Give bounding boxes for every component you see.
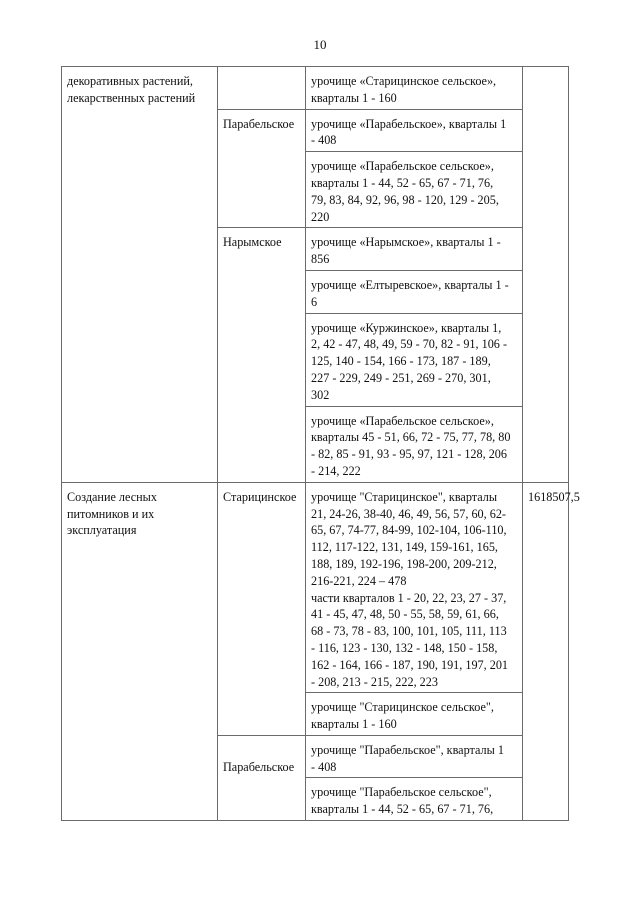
- activity-cell: Создание лесных питомников и их эксплуатация: [62, 482, 218, 820]
- tract-cell: урочище «Елтыревское», кварталы 1 - 6: [306, 270, 523, 313]
- forestry-cell: Парабельское: [218, 109, 306, 228]
- page-number: 10: [313, 37, 327, 52]
- activity-cell: декоративных растений, лекарственных растений: [62, 67, 218, 483]
- tract-cell: урочище «Куржинское», кварталы 1, 2, 42 - 47, 48, 49, 59 - 70, 82 - 91, 106 - 125, 140 - 154, 166 - 173, 187 - 189, 227 - 229, 249 - 251, 269 - 270, 301, 302: [306, 313, 523, 406]
- forestry-cell: [218, 67, 306, 110]
- table-row: [62, 482, 569, 693]
- table-row: [62, 67, 569, 110]
- tract-cell: урочище «Нарымское», кварталы 1 - 856: [306, 228, 523, 271]
- area-cell: 1618507,5: [523, 482, 569, 820]
- tract-cell: урочище «Старицинское сельское», кварталы 1 - 160: [306, 67, 523, 110]
- tract-cell: урочище "Парабельское", кварталы 1 - 408: [306, 735, 523, 778]
- tract-cell: урочище «Парабельское сельское», кварталы 45 - 51, 66, 72 - 75, 77, 78, 80 - 82, 85 - 91, 93 - 95, 97, 121 - 128, 206 - 214, 222: [306, 406, 523, 482]
- tract-cell: урочище "Парабельское сельское", кварталы 1 - 44, 52 - 65, 67 - 71, 76,: [306, 778, 523, 821]
- area-cell: [523, 67, 569, 483]
- tract-cell: урочище «Парабельское», кварталы 1 - 408: [306, 109, 523, 152]
- forestry-cell: Парабельское: [218, 735, 306, 820]
- tract-cell: урочище "Старицинское сельское", кварталы 1 - 160: [306, 693, 523, 736]
- forest-use-table: [61, 66, 580, 821]
- forestry-cell: Нарымское: [218, 228, 306, 482]
- forestry-cell: Старицинское: [218, 482, 306, 735]
- tract-cell: урочище "Старицинское", кварталы 21, 24-26, 38-40, 46, 49, 56, 57, 60, 62- 65, 67, 74-77, 84-99, 102-104, 106-110, 112, 117-122, 131, 149, 159-161, 165, 188, 189, 192-196, 198-200, 209-212, 216-221, 224 – 478 части кварталов 1 - 20, 22, 23, 27 - 37, 41 - 45, 47, 48, 50 - 55, 58, 59, 61, 66, 68 - 73, 78 - 83, 100, 101, 105, 111, 113 - 116, 123 - 130, 132 - 148, 150 - 158, 162 - 164, 166 - 187, 190, 191, 197, 201 - 208, 213 - 215, 222, 223: [306, 482, 523, 693]
- tract-cell: урочище «Парабельское сельское», кварталы 1 - 44, 52 - 65, 67 - 71, 76, 79, 83, 84, 92, 96, 98 - 120, 129 - 205, 220: [306, 152, 523, 228]
